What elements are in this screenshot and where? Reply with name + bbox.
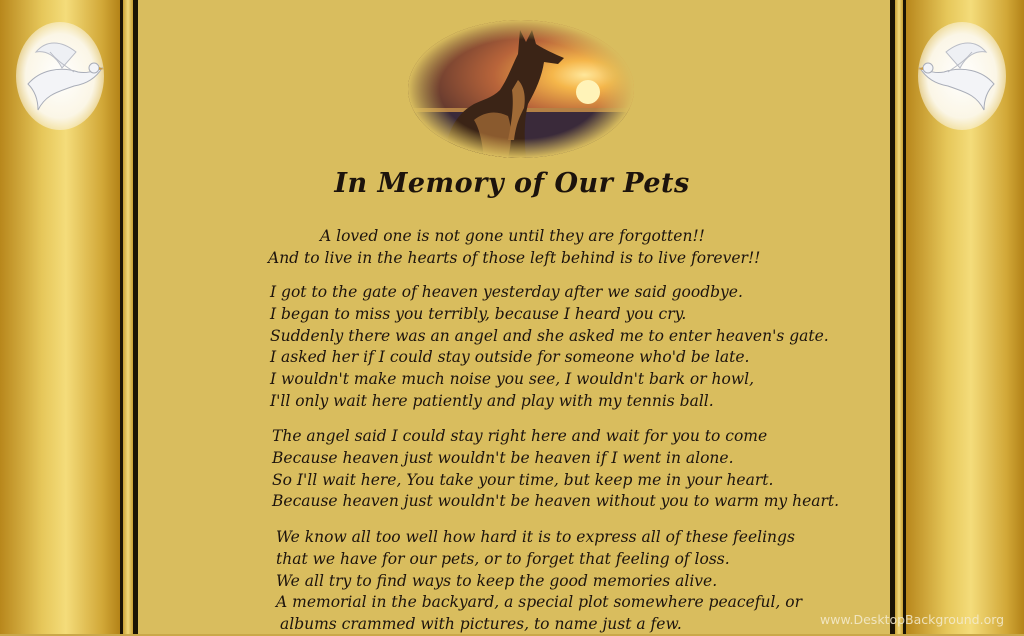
stanza-2 [270, 282, 829, 413]
verse-line: that we have for our pets, or to forget that feeling of loss. [276, 549, 730, 568]
verse-line: A loved one is not gone until they are forgotten!! [320, 227, 705, 245]
verse-line: A memorial in the backyard, a special plot somewhere peaceful, or [276, 593, 803, 612]
dove-right-icon [918, 22, 1006, 130]
verse-line: Because heaven just wouldn't be heaven if I went in alone. [272, 448, 734, 467]
page-title: In Memory of Our Pets [334, 168, 690, 199]
verse-line: And to live in the hearts of those left behind is to live forever!! [268, 248, 761, 267]
stanza-3 [272, 426, 839, 513]
watermark-text: www.DesktopBackground.org [820, 612, 1005, 627]
verse-line: The angel said I could stay right here and wait for you to come [272, 427, 768, 445]
dove-left-icon [16, 22, 104, 130]
verse-line: We know all too well how hard it is to express all of these feelings [276, 528, 795, 546]
verse-line: I asked her if I could stay outside for someone who'd be late. [270, 348, 750, 367]
verse-line: I began to miss you terribly, because I heard you cry. [270, 304, 687, 323]
verse-line: We all try to find ways to keep the good memories alive. [276, 571, 718, 590]
verse-line: I wouldn't make much noise you see, I wouldn't bark or howl, [270, 370, 755, 389]
stanza-4 [276, 527, 802, 636]
left-gold-strip [123, 0, 133, 634]
verse-line: albums crammed with pictures, to name just a few. [280, 615, 682, 634]
stanza-1 [268, 226, 760, 270]
verse-line: So I'll wait here, You take your time, but keep me in your heart. [272, 470, 774, 489]
verse-line: I got to the gate of heaven yesterday after we said goodbye. [270, 283, 743, 301]
verse-line: I'll only wait here patiently and play with my tennis ball. [270, 391, 714, 410]
verse-line: Suddenly there was an angel and she asked me to enter heaven's gate. [270, 326, 829, 345]
right-gold-strip [895, 0, 903, 634]
verse-line: Because heaven just wouldn't be heaven without you to warm my heart. [272, 492, 840, 511]
dog-sunset-photo [408, 20, 634, 158]
